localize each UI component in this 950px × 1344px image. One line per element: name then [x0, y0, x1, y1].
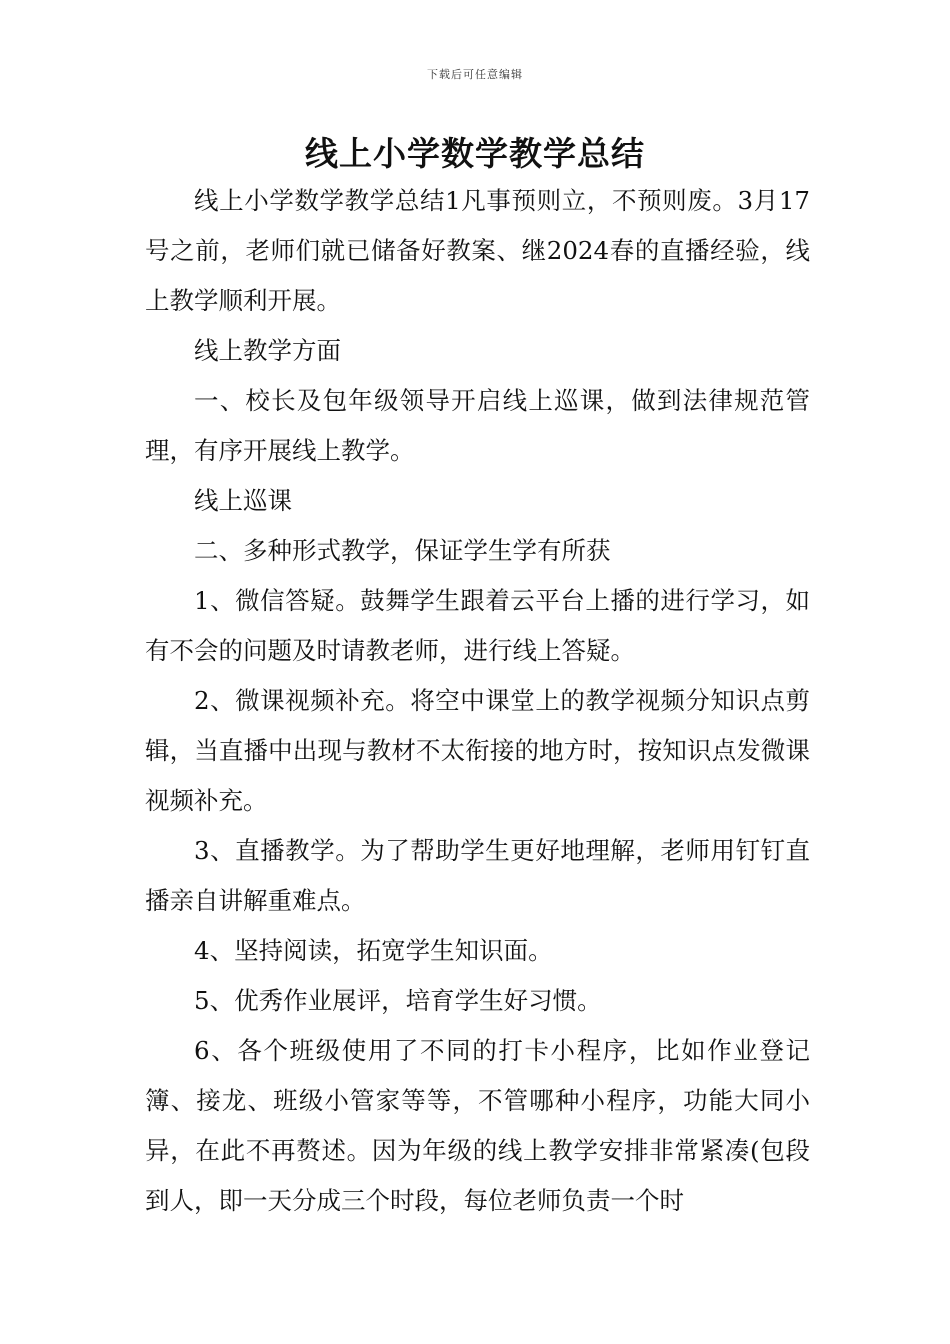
- paragraph: 二、多种形式教学，保证学生学有所获: [194, 536, 611, 565]
- paragraph: 2、微课视频补充。将空中课堂上的教学视频分知识点剪辑，当直播中出现与教材不太衔接的地方时，按知识点发微课视频补充。: [145, 686, 810, 815]
- paragraph: 3、直播教学。为了帮助学生更好地理解，老师用钉钉直播亲自讲解重难点。: [145, 836, 810, 915]
- document-body: [145, 176, 810, 1226]
- paragraph: 1、微信答疑。鼓舞学生跟着云平台上播的进行学习，如有不会的问题及时请教老师，进行线上答疑。: [145, 586, 810, 665]
- paragraph: 5、优秀作业展评，培育学生好习惯。: [194, 986, 602, 1015]
- paragraph: 6、各个班级使用了不同的打卡小程序，比如作业登记簿、接龙、班级小管家等等，不管哪种小程序，功能大同小异，在此不再赘述。因为年级的线上教学安排非常紧凑(包段到人，即一天分成三个时段，每位老师负责一个时: [145, 1036, 810, 1215]
- paragraph: 4、坚持阅读，拓宽学生知识面。: [194, 936, 553, 965]
- paragraph: 一、校长及包年级领导开启线上巡课，做到法律规范管理，有序开展线上教学。: [145, 386, 810, 465]
- paragraph: 线上巡课: [194, 486, 292, 515]
- paragraph: 线上小学数学教学总结1凡事预则立，不预则废。3月17号之前，老师们就已储备好教案、继2024春的直播经验，线上教学顺利开展。: [145, 186, 810, 315]
- paragraph: 线上教学方面: [194, 336, 341, 365]
- document-title: 线上小学数学教学总结: [305, 134, 645, 173]
- header-note: 下载后可任意编辑: [427, 68, 523, 81]
